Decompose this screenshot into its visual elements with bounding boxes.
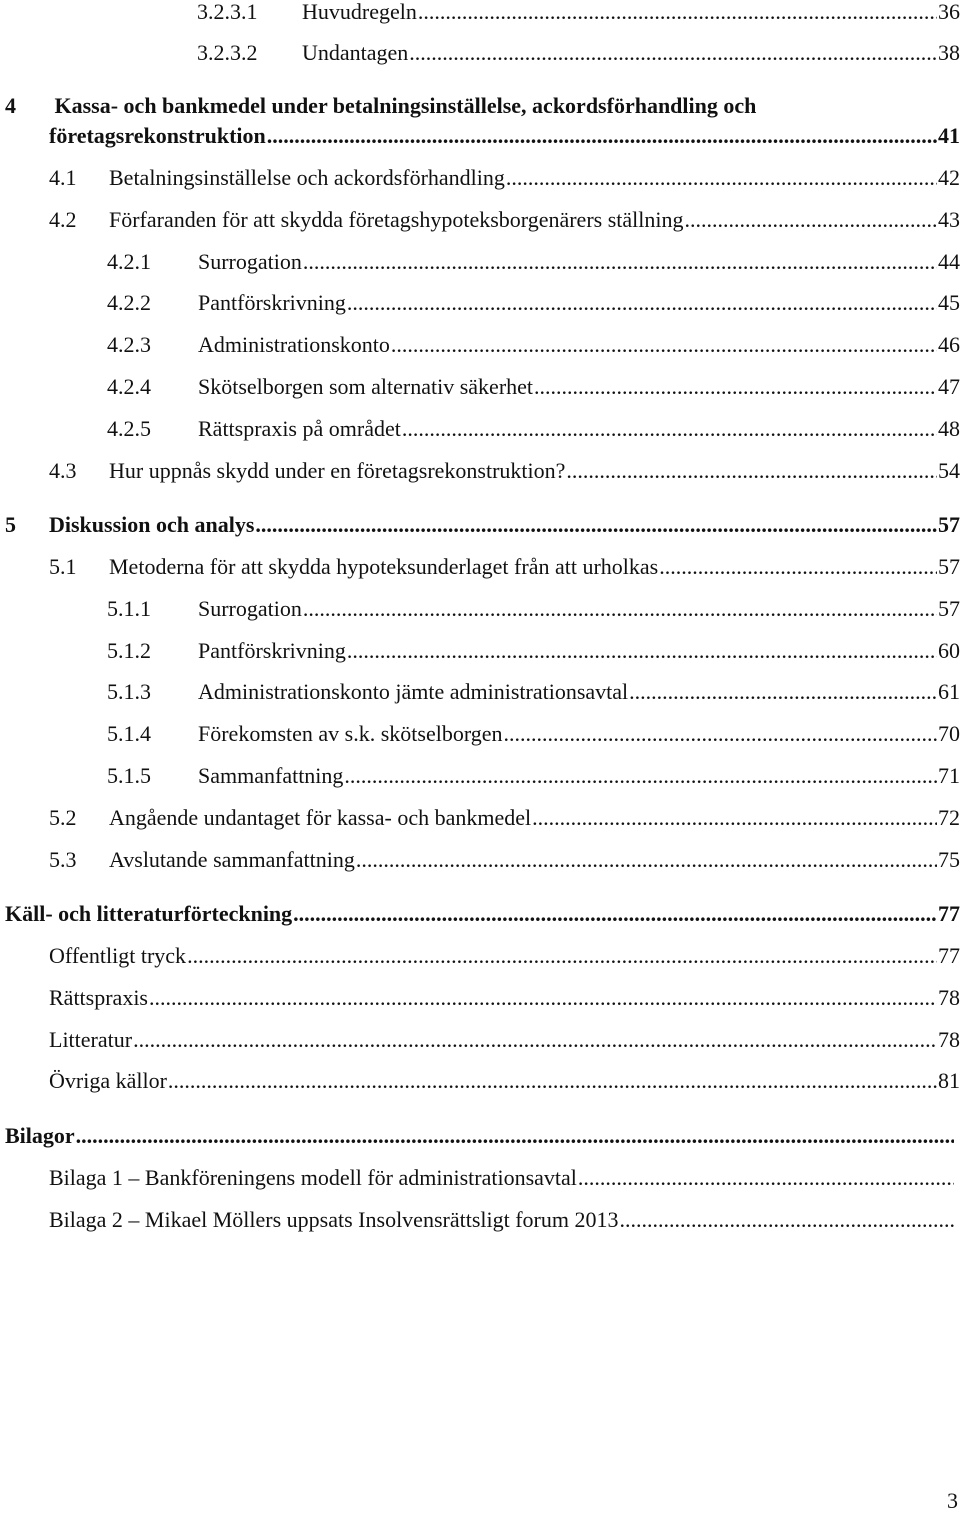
- toc-entry-number: 5.2: [49, 805, 77, 830]
- toc-entry-number: 3.2.3.1: [197, 0, 258, 24]
- toc-leader-dots: [566, 456, 937, 486]
- toc-entry-number: 5.1: [49, 554, 77, 579]
- toc-entry-title: Övriga källor: [49, 1068, 167, 1093]
- toc-entry-title-line1: Kassa- och bankmedel under betalningsinställelse, ackordsförhandling och: [54, 93, 757, 118]
- toc-entry-page: 36: [938, 0, 960, 24]
- toc-entry-title: Administrationskonto: [198, 332, 390, 357]
- toc-entry-other-sources[interactable]: [49, 1066, 960, 1096]
- toc-entry-5-3[interactable]: [49, 845, 960, 875]
- toc-entry-4-2-4[interactable]: [107, 372, 960, 402]
- toc-leader-dots: [347, 288, 937, 318]
- toc-leader-dots: [356, 845, 937, 875]
- toc-entry-3-2-3-2[interactable]: [197, 38, 960, 68]
- toc-entry-page: 42: [938, 165, 960, 190]
- toc-entry-page: 71: [938, 763, 960, 788]
- toc-entry-appendix-2[interactable]: [49, 1205, 955, 1235]
- toc-entry-title: Hur uppnås skydd under en företagsrekonstruktion?: [109, 458, 566, 483]
- toc-entry-title: Surrogation: [198, 249, 302, 274]
- toc-entry-title: Surrogation: [198, 596, 302, 621]
- toc-leader-dots: [303, 594, 937, 624]
- toc-entry-title: Litteratur: [49, 1027, 133, 1052]
- toc-entry-title: Käll- och litteraturförteckning: [5, 901, 293, 926]
- toc-leader-dots: [532, 803, 937, 833]
- toc-entry-title: Diskussion och analys: [49, 512, 255, 537]
- toc-entry-number: 5.1.3: [107, 679, 151, 704]
- toc-entry-5-1-5[interactable]: [107, 761, 960, 791]
- toc-entry-5-2[interactable]: [49, 803, 960, 833]
- toc-entry-title: Undantagen: [302, 40, 409, 65]
- toc-entry-page: 78: [938, 1027, 960, 1052]
- toc-leader-dots: [578, 1163, 954, 1193]
- toc-entry-public-print[interactable]: [49, 941, 960, 971]
- toc-entry-title: Metoderna för att skydda hypoteksunderlaget från att urholkas: [109, 554, 659, 579]
- toc-entry-4-2-1[interactable]: [107, 247, 960, 277]
- toc-entry-title: Rättspraxis på området: [198, 416, 401, 441]
- toc-entry-page: 48: [938, 416, 960, 441]
- toc-leader-dots: [418, 0, 937, 27]
- toc-entry-title: Avslutande sammanfattning: [109, 847, 355, 872]
- toc-leader-dots: [402, 414, 937, 444]
- toc-entry-5-1-2[interactable]: [107, 636, 960, 666]
- toc-entry-number: 4.1: [49, 165, 77, 190]
- toc-entry-5-1[interactable]: [49, 552, 960, 582]
- toc-entry-page: 77: [938, 943, 960, 968]
- toc-leader-dots: [303, 247, 937, 277]
- toc-entry-5[interactable]: [5, 510, 960, 540]
- toc-entry-page: 57: [938, 554, 960, 579]
- toc-entry-page: 38: [938, 40, 960, 65]
- toc-entry-number: 4.2.1: [107, 249, 151, 274]
- toc-entry-number: 5: [5, 512, 16, 537]
- toc-leader-dots: [534, 372, 937, 402]
- toc-entry-sources[interactable]: [5, 899, 960, 929]
- toc-entry-4[interactable]: [49, 121, 960, 151]
- toc-leader-dots: [347, 636, 937, 666]
- toc-entry-title: Pantförskrivning: [198, 638, 346, 663]
- toc-leader-dots: [659, 552, 937, 582]
- toc-entry-page: 47: [938, 374, 960, 399]
- toc-entry-number: 4.2: [49, 207, 77, 232]
- toc-entry-page: 75: [938, 847, 960, 872]
- toc-entry-page: 44: [938, 249, 960, 274]
- toc-leader-dots: [267, 121, 937, 151]
- toc-leader-dots: [149, 983, 937, 1013]
- toc-entry-title: företagsrekonstruktion: [49, 123, 266, 148]
- toc-entry-page: 72: [938, 805, 960, 830]
- toc-entry-page: 77: [938, 901, 960, 926]
- toc-entry-title: Huvudregeln: [302, 0, 417, 24]
- toc-entry-number: 4.2.4: [107, 374, 151, 399]
- toc-leader-dots: [168, 1066, 937, 1096]
- toc-leader-dots: [187, 941, 937, 971]
- toc-entry-4-2-3[interactable]: [107, 330, 960, 360]
- toc-entry-page: 46: [938, 332, 960, 357]
- toc-entry-page: 60: [938, 638, 960, 663]
- toc-leader-dots: [506, 163, 937, 193]
- toc-entry-4-1[interactable]: [49, 163, 960, 193]
- toc-entry-4-2-5[interactable]: [107, 414, 960, 444]
- toc-entry-title: Förfaranden för att skydda företagshypoteksborgenärers ställning: [109, 207, 684, 232]
- toc-entry-title: Pantförskrivning: [198, 290, 346, 315]
- toc-entry-number: 5.3: [49, 847, 77, 872]
- toc-entry-page: 54: [938, 458, 960, 483]
- toc-entry-title: Angående undantaget för kassa- och bankmedel: [109, 805, 532, 830]
- toc-entry-4-line1[interactable]: [5, 91, 960, 121]
- toc-leader-dots: [391, 330, 937, 360]
- toc-entry-title: Bilaga 1 – Bankföreningens modell för administrationsavtal: [49, 1165, 577, 1190]
- toc-leader-dots: [409, 38, 937, 68]
- toc-entry-page: 45: [938, 290, 960, 315]
- toc-entry-page: 41: [938, 123, 960, 148]
- toc-entry-5-1-4[interactable]: [107, 719, 960, 749]
- toc-entry-page: 57: [938, 512, 960, 537]
- toc-entry-page: 61: [938, 679, 960, 704]
- toc-entry-5-1-1[interactable]: [107, 594, 960, 624]
- toc-entry-page: 70: [938, 721, 960, 746]
- toc-entry-title: Skötselborgen som alternativ säkerhet: [198, 374, 534, 399]
- toc-entry-page: 78: [938, 985, 960, 1010]
- page-number: 3: [947, 1488, 958, 1513]
- toc-entry-number: 4.2.5: [107, 416, 151, 441]
- toc-entry-number: 5.1.5: [107, 763, 151, 788]
- toc-entry-4-2-2[interactable]: [107, 288, 960, 318]
- toc-entry-page: 81: [938, 1068, 960, 1093]
- toc-entry-number: 4.3: [49, 458, 77, 483]
- toc-entry-title: Rättspraxis: [49, 985, 148, 1010]
- toc-leader-dots: [504, 719, 937, 749]
- toc-entry-title: Offentligt tryck: [49, 943, 187, 968]
- toc-entry-number: 4.2.2: [107, 290, 151, 315]
- toc-leader-dots: [255, 510, 937, 540]
- toc-entry-number: 4: [5, 93, 16, 118]
- toc-entry-title: Förekomsten av s.k. skötselborgen: [198, 721, 503, 746]
- toc-entry-appendices[interactable]: [5, 1121, 955, 1151]
- toc-entry-4-3[interactable]: [49, 456, 960, 486]
- toc-entry-title: Administrationskonto jämte administrationsavtal: [198, 679, 629, 704]
- toc-leader-dots: [133, 1025, 937, 1055]
- toc-entry-case-law[interactable]: [49, 983, 960, 1013]
- toc-entry-literature[interactable]: [49, 1025, 960, 1055]
- toc-entry-3-2-3-1[interactable]: [197, 0, 960, 27]
- toc-leader-dots: [344, 761, 937, 791]
- toc-entry-number: 4.2.3: [107, 332, 151, 357]
- toc-entry-page: 43: [938, 207, 960, 232]
- toc-leader-dots: [620, 1205, 955, 1235]
- toc-entry-number: 5.1.2: [107, 638, 151, 663]
- toc-leader-dots: [684, 205, 937, 235]
- toc-entry-title: Bilagor: [5, 1123, 75, 1148]
- toc-leader-dots: [76, 1121, 954, 1151]
- toc-entry-number: 5.1.4: [107, 721, 151, 746]
- toc-entry-page: 57: [938, 596, 960, 621]
- toc-entry-4-2[interactable]: [49, 205, 960, 235]
- toc-entry-number: 5.1.1: [107, 596, 151, 621]
- toc-entry-5-1-3[interactable]: [107, 677, 960, 707]
- toc-entry-title: Betalningsinställelse och ackordsförhandling: [109, 165, 505, 190]
- toc-leader-dots: [293, 899, 937, 929]
- toc-entry-number: 3.2.3.2: [197, 40, 258, 65]
- toc-entry-appendix-1[interactable]: [49, 1163, 955, 1193]
- toc-entry-title: Bilaga 2 – Mikael Möllers uppsats Insolvensrättsligt forum 2013: [49, 1207, 619, 1232]
- toc-leader-dots: [629, 677, 937, 707]
- toc-entry-title: Sammanfattning: [198, 763, 344, 788]
